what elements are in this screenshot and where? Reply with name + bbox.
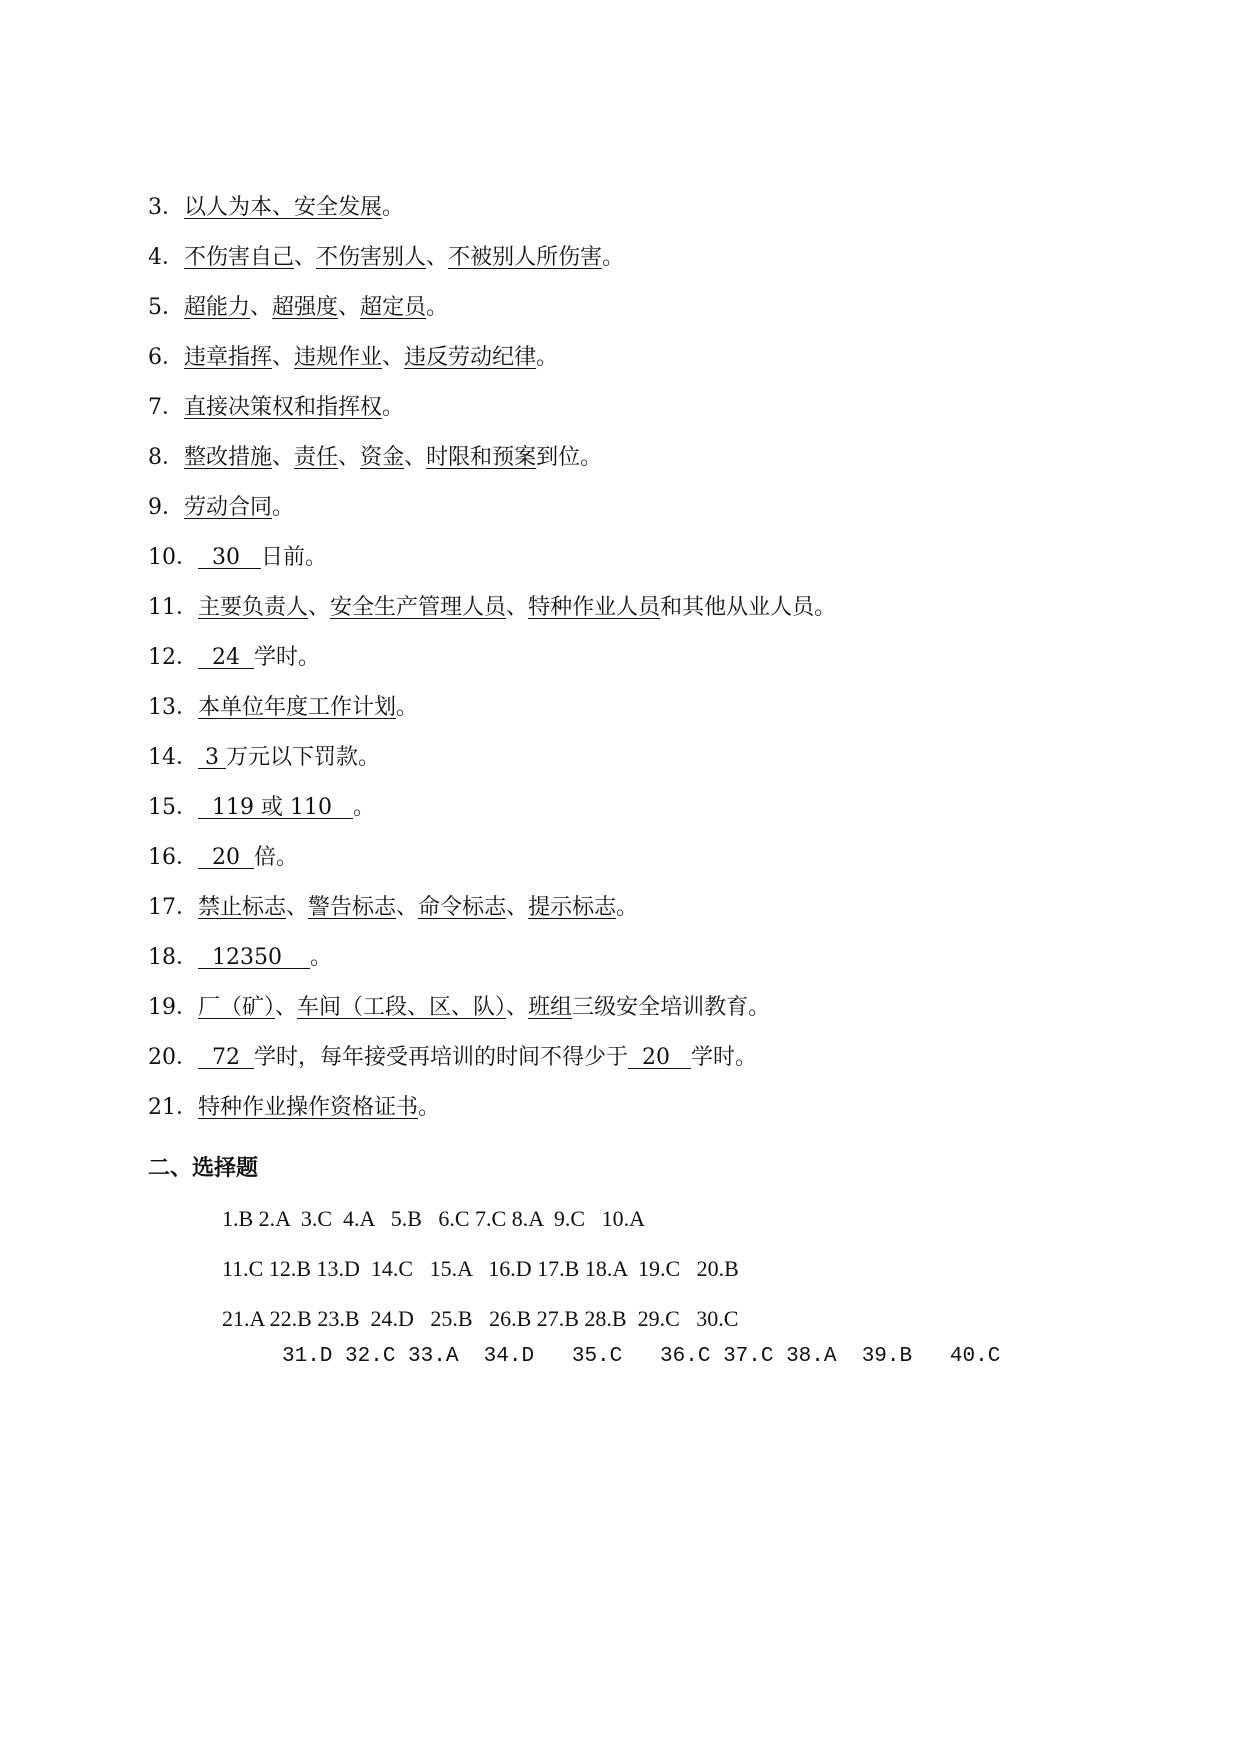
answer-text: 万元以下罚款。 <box>225 745 380 770</box>
answer-item <box>148 643 320 673</box>
item-number: 6． <box>148 345 184 370</box>
answer-item <box>148 343 558 373</box>
item-number: 3． <box>148 195 184 220</box>
answer-text: 。 <box>418 1095 441 1120</box>
answer-blank: 20 <box>198 845 254 870</box>
answer-item <box>148 493 294 523</box>
answer-blank: 责任 <box>294 445 339 470</box>
answer-text: 、 <box>294 245 317 270</box>
answer-blank: 命令标志 <box>418 895 507 920</box>
answer-item <box>148 1043 757 1073</box>
answer-blank: 不伤害别人 <box>316 245 427 270</box>
answer-item <box>148 243 624 273</box>
choice-answers-row-4: 31.D 32.C 33.A 34.D 35.C 36.C 37.C 38.A 39.B 40.C <box>282 1345 1001 1368</box>
answer-blank: 3 <box>198 745 226 770</box>
item-number: 21． <box>148 1095 198 1120</box>
answer-text: 学时。 <box>690 1045 757 1070</box>
answer-blank: 资金 <box>360 445 405 470</box>
item-number: 5． <box>148 295 184 320</box>
answer-item <box>148 743 380 773</box>
item-number: 9． <box>148 495 184 520</box>
answer-item <box>148 843 298 873</box>
item-number: 20． <box>148 1045 198 1070</box>
answer-text: 、 <box>338 445 361 470</box>
item-number: 14． <box>148 745 198 770</box>
choice-answers-row-3: 21.A 22.B 23.B 24.D 25.B 26.B 27.B 28.B 29.C 30.C <box>222 1306 739 1331</box>
answer-blank: 24 <box>198 645 254 670</box>
answer-blank: 禁止标志 <box>198 895 287 920</box>
answer-blank: 超能力 <box>184 295 251 320</box>
section-heading: 二、选择题 <box>148 1156 259 1181</box>
answer-text: 、 <box>426 245 449 270</box>
answer-text: 、 <box>506 595 529 620</box>
answer-blank: 12350 <box>198 945 310 970</box>
answer-blank: 不伤害自己 <box>184 245 295 270</box>
item-number: 17． <box>148 895 198 920</box>
choice-answers-row-2: 11.C 12.B 13.D 14.C 15.A 16.D 17.B 18.A 19.C 20.B <box>222 1256 739 1281</box>
answer-text: 倍。 <box>253 845 298 870</box>
item-number: 19． <box>148 995 198 1020</box>
answer-text: 。 <box>616 895 639 920</box>
answer-text: 、 <box>396 895 419 920</box>
choice-answers-row-1: 1.B 2.A 3.C 4.A 5.B 6.C 7.C 8.A 9.C 10.A <box>222 1206 645 1231</box>
item-number: 7． <box>148 395 184 420</box>
answer-text: 、 <box>382 345 405 370</box>
answer-item <box>148 393 404 423</box>
answer-blank: 厂（矿） <box>198 995 276 1020</box>
answer-blank: 本单位年度工作计划 <box>198 695 397 720</box>
item-number: 13． <box>148 695 198 720</box>
answer-blank: 违反劳动纪律 <box>404 345 537 370</box>
item-number: 8． <box>148 445 184 470</box>
answer-blank: 超强度 <box>272 295 339 320</box>
answer-blank: 20 <box>627 1045 691 1070</box>
answer-text: 。 <box>536 345 559 370</box>
answer-text: 、 <box>404 445 427 470</box>
answer-item <box>148 893 638 923</box>
answer-blank: 违规作业 <box>294 345 383 370</box>
answer-text: 、 <box>308 595 331 620</box>
item-number: 12． <box>148 645 198 670</box>
answer-item <box>148 593 836 623</box>
answer-blank: 特种作业人员 <box>528 595 661 620</box>
answer-item <box>148 943 332 973</box>
item-number: 4． <box>148 245 184 270</box>
answer-text: 、 <box>506 995 529 1020</box>
answer-item <box>148 993 770 1023</box>
answer-blank: 时限和预案 <box>426 445 537 470</box>
answer-text: 日前。 <box>260 545 327 570</box>
answer-text: 、 <box>250 295 273 320</box>
answer-item <box>148 193 404 223</box>
answer-blank: 安全生产管理人员 <box>330 595 507 620</box>
answer-text: 。 <box>272 495 295 520</box>
answer-text: 。 <box>382 195 405 220</box>
item-number: 15． <box>148 795 198 820</box>
answer-text: 学时。 <box>253 645 320 670</box>
answer-blank: 119 或 110 <box>198 795 353 820</box>
answer-text: 、 <box>275 995 298 1020</box>
item-number: 10． <box>148 545 198 570</box>
answer-blank: 30 <box>198 545 261 570</box>
answer-text: 、 <box>272 345 295 370</box>
item-number: 11． <box>148 595 198 620</box>
answer-blank: 车间（工段、区、队） <box>297 995 507 1020</box>
answer-text: 三级安全培训教育。 <box>572 995 771 1020</box>
answer-blank: 整改措施 <box>184 445 273 470</box>
item-number: 18． <box>148 945 198 970</box>
answer-item <box>148 543 327 573</box>
answer-text: 、 <box>506 895 529 920</box>
answer-blank: 以人为本、安全发展 <box>184 195 383 220</box>
answer-item <box>148 1093 440 1123</box>
answer-text: 。 <box>309 945 332 970</box>
answer-item <box>148 693 418 723</box>
answer-text: 到位。 <box>536 445 603 470</box>
answer-text: 。 <box>426 295 449 320</box>
answer-blank: 不被别人所伤害 <box>448 245 603 270</box>
answer-text: 。 <box>382 395 405 420</box>
answer-text: 。 <box>352 795 375 820</box>
answer-text: 和其他从业人员。 <box>660 595 837 620</box>
answer-text: 。 <box>602 245 625 270</box>
answer-text: 。 <box>396 695 419 720</box>
answer-blank: 违章指挥 <box>184 345 273 370</box>
answer-blank: 直接决策权和指挥权 <box>184 395 383 420</box>
answer-blank: 班组 <box>528 995 573 1020</box>
answer-blank: 超定员 <box>360 295 427 320</box>
answer-blank: 主要负责人 <box>198 595 309 620</box>
item-number: 16． <box>148 845 198 870</box>
answer-blank: 提示标志 <box>528 895 617 920</box>
answer-item <box>148 293 448 323</box>
answer-text: 、 <box>286 895 309 920</box>
answer-text: 、 <box>272 445 295 470</box>
answer-text: 、 <box>338 295 361 320</box>
answer-blank: 72 <box>198 1045 254 1070</box>
answer-blank: 劳动合同 <box>184 495 273 520</box>
answer-text: 学时，每年接受再培训的时间不得少于 <box>253 1045 628 1070</box>
answer-blank: 警告标志 <box>308 895 397 920</box>
answer-item <box>148 443 602 473</box>
answer-item <box>148 793 375 823</box>
answer-blank: 特种作业操作资格证书 <box>198 1095 419 1120</box>
